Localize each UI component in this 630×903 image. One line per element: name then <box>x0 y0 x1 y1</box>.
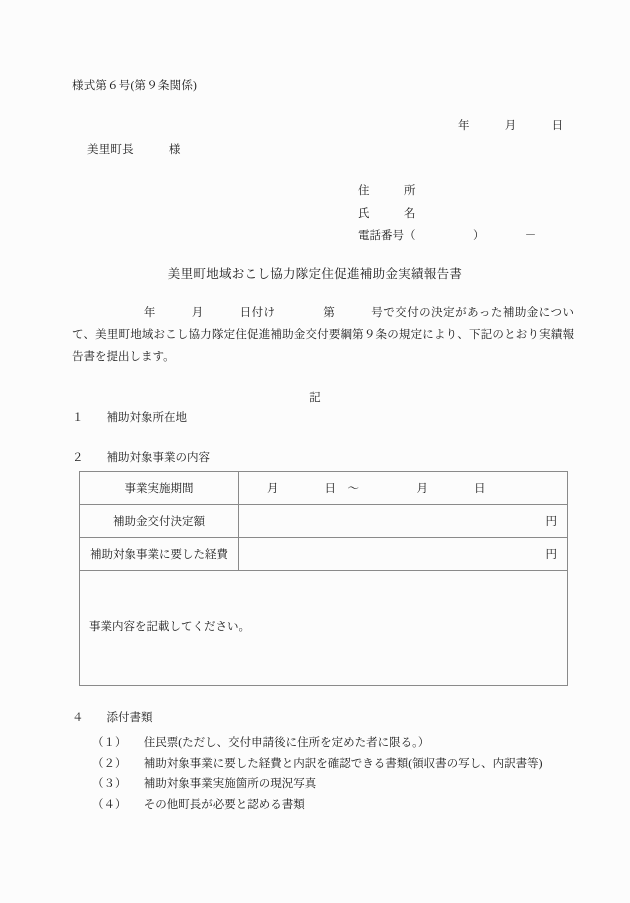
body-paragraph: 年 月 日付け 第 号で交付の決定があった補助金について、美里町地域おこし協力隊定住促進補助金交付要綱第９条の規定により、下記のとおり実績報告書を提出します。 <box>72 307 574 363</box>
row-value-expenses[interactable]: 円 <box>239 538 568 571</box>
ki-marker: 記 <box>309 392 321 404</box>
table-row <box>80 571 568 686</box>
section-heading-4: ４ 添付書類 <box>72 712 153 724</box>
document-title: 美里町地域おこし協力隊定住促進補助金実績報告書 <box>167 267 463 281</box>
project-description-field[interactable]: 事業内容を記載してください。 <box>80 571 568 686</box>
section-heading-1: １ 補助対象所在地 <box>72 412 187 424</box>
row-value-grant-amount[interactable]: 円 <box>239 505 568 538</box>
list-item: （２） 補助対象事業に要した経費と内訳を確認できる書類(領収書の写し、内訳書等) <box>92 757 543 770</box>
date-line: 年 月 日 <box>458 120 564 132</box>
row-label-period: 事業実施期間 <box>80 472 239 505</box>
table-body <box>80 472 568 686</box>
table-row <box>80 472 568 505</box>
form-number: 様式第６号(第９条関係) <box>72 80 198 92</box>
table-row <box>80 505 568 538</box>
attachment-list <box>92 733 542 815</box>
applicant-address-label: 住 所 <box>358 185 416 197</box>
row-label-expenses: 補助対象事業に要した経費 <box>80 538 239 571</box>
table-row <box>80 538 568 571</box>
addressee: 美里町長 様 <box>87 144 181 156</box>
project-details-table <box>79 471 568 686</box>
list-item: （１） 住民票(ただし、交付申請後に住所を定めた者に限る。） <box>92 737 430 749</box>
row-value-period[interactable]: 月 日 ～ 月 日 <box>239 472 568 505</box>
list-item: （３） 補助対象事業実施箇所の現況写真 <box>92 778 317 790</box>
row-label-grant-amount: 補助金交付決定額 <box>80 505 239 538</box>
section-heading-2: ２ 補助対象事業の内容 <box>72 452 210 464</box>
applicant-name-label: 氏 名 <box>358 208 416 220</box>
list-item: （４） その他町長が必要と認める書類 <box>92 798 305 811</box>
applicant-phone-label: 電話番号（ ） － <box>358 230 537 242</box>
